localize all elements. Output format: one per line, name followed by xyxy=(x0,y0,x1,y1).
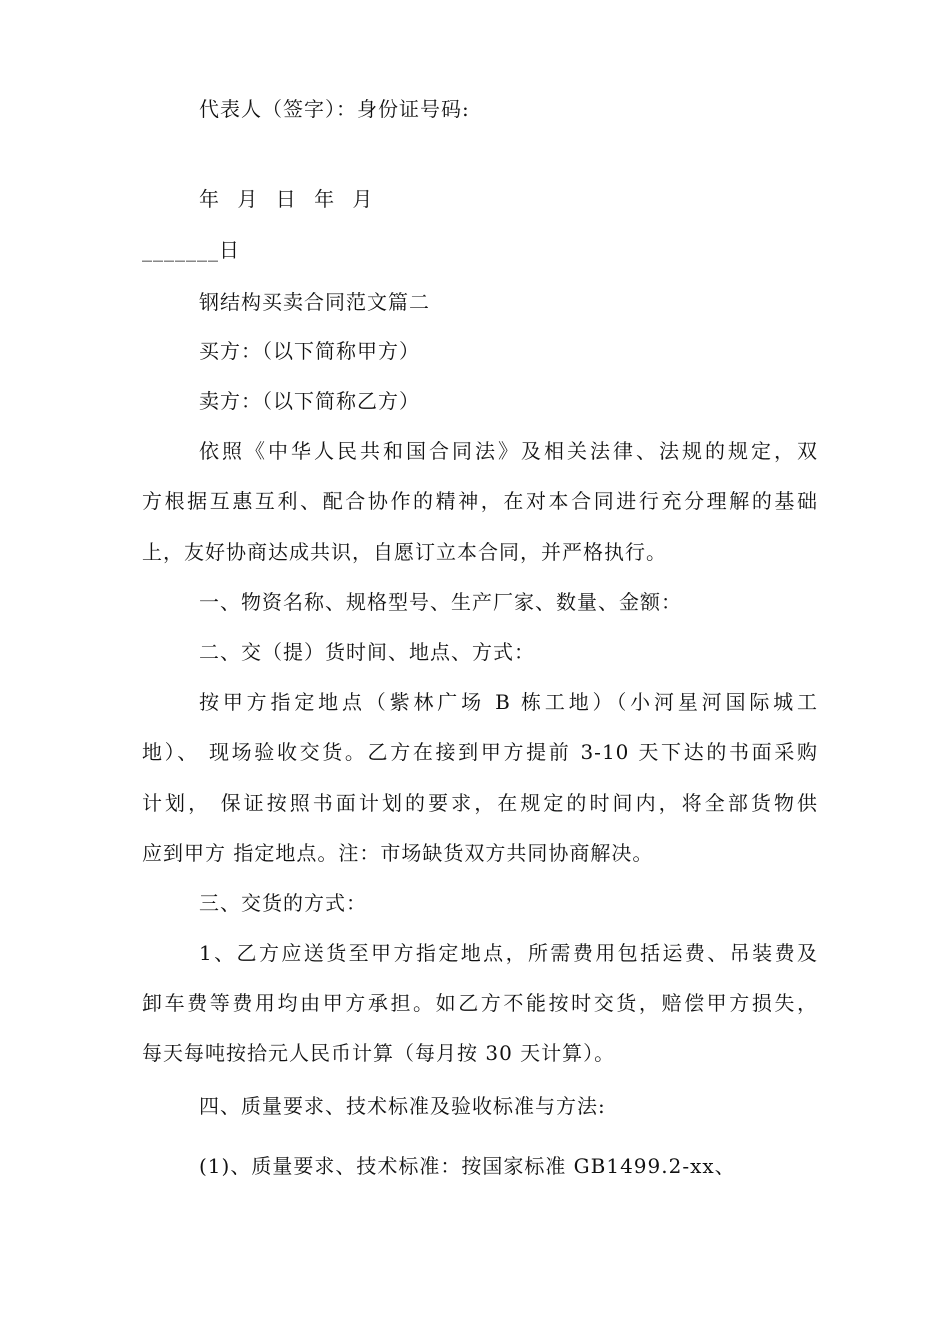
representative-signature-line: 代表人（签字）：身份证号码: xyxy=(199,97,470,121)
clause-2-line-1: 按甲方指定地点（紫林广场 B 栋工地）（小河星河国际城工 xyxy=(199,690,818,714)
seller-line: 卖方：（以下简称乙方） xyxy=(199,389,420,413)
clause-3-heading: 三、交货的方式： xyxy=(199,891,367,915)
preamble-line-3: 上，友好协商达成共识，自愿订立本合同，并严格执行。 xyxy=(142,540,667,564)
clause-2-line-2: 地）、 现场验收交货。乙方在接到甲方提前 3-10 天下达的书面采购 xyxy=(142,740,818,764)
clause-4-item-1: (1)、质量要求、技术标准：按国家标准 GB1499.2-xx、 xyxy=(199,1154,736,1178)
date-line: 年 月 日 年 月 xyxy=(199,187,379,211)
clause-3-line-3: 每天每吨按拾元人民币计算（每月按 30 天计算）。 xyxy=(142,1041,616,1065)
clause-4-heading: 四、质量要求、技术标准及验收标准与方法: xyxy=(199,1094,606,1118)
clause-2-line-3: 计划， 保证按照书面计划的要求，在规定的时间内，将全部货物供 xyxy=(142,791,818,815)
section-title: 钢结构买卖合同范文篇二 xyxy=(199,290,430,314)
clause-2-line-4: 应到甲方 指定地点。注：市场缺货双方共同协商解决。 xyxy=(142,841,654,865)
date-blank-line: _______日 xyxy=(142,238,240,262)
clause-1-heading: 一、物资名称、规格型号、生产厂家、数量、金额： xyxy=(199,590,682,614)
clause-3-line-1: 1、乙方应送货至甲方指定地点，所需费用包括运费、吊装费及 xyxy=(199,941,818,965)
preamble-line-2: 方根据互惠互利、配合协作的精神，在对本合同进行充分理解的基础 xyxy=(142,489,818,513)
preamble-line-1: 依照《中华人民共和国合同法》及相关法律、法规的规定，双 xyxy=(199,439,818,463)
clause-3-line-2: 卸车费等费用均由甲方承担。如乙方不能按时交货，赔偿甲方损失， xyxy=(142,991,818,1015)
clause-2-heading: 二、交（提）货时间、地点、方式： xyxy=(199,640,535,664)
buyer-line: 买方：（以下简称甲方） xyxy=(199,339,420,363)
